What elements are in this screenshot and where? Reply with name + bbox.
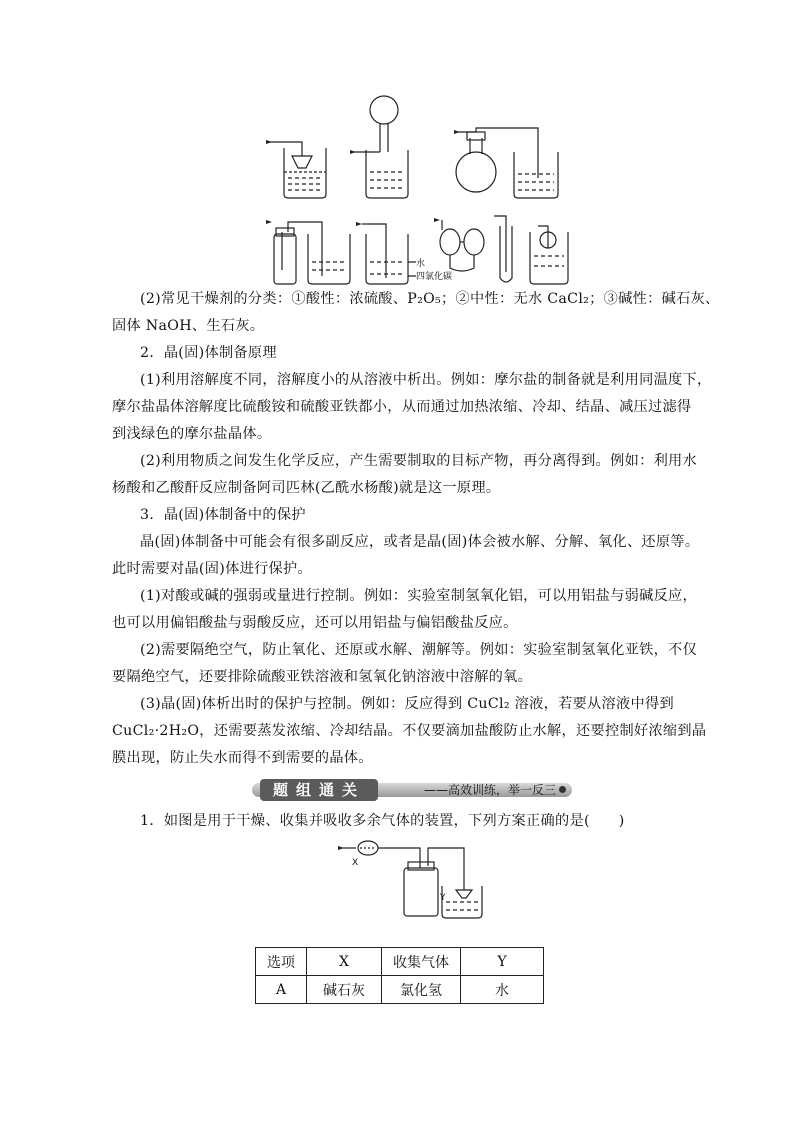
table-header-row [256, 948, 544, 976]
gas-absorption-apparatus-figure-top [262, 92, 562, 202]
table-cell: 水 [461, 976, 544, 1004]
section-2-p2-line1: (2)利用物质之间发生化学反应，产生需要制取的目标产物，再分离得到。例如：利用水 [140, 453, 698, 469]
section-3-p3-line3: 膜出现，防止失水而得不到需要的晶体。 [112, 750, 373, 766]
figure-label-water: 水 [416, 259, 426, 269]
question-apparatus-figure [338, 836, 488, 922]
table-row [256, 976, 544, 1004]
table-cell: 氯化氢 [382, 976, 461, 1004]
section-2-p1-line3: 到浅绿色的摩尔盐晶体。 [112, 426, 272, 442]
section-3-p3-line1: (3)晶(固)体析出时的保护与控制。例如：反应得到 CuCl₂ 溶液，若要从溶液中得到 [140, 696, 674, 712]
banner-title: 题组通关 [260, 779, 378, 801]
banner-dot [559, 786, 566, 793]
table-cell: A [256, 976, 307, 1004]
figure-label-y: Y [440, 893, 446, 903]
section-3-p1-line1: (1)对酸或碱的强弱或量进行控制。例如：实验室制氢氧化铝，可以用铝盐与弱碱反应， [140, 588, 698, 604]
figure-label-ccl4: 四氯化碳 [416, 272, 453, 282]
question-1 [112, 808, 682, 835]
section-3-heading: 3．晶(固)体制备中的保护 [140, 507, 306, 523]
section-3-p0-line1: 晶(固)体制备中可能会有很多副反应，或者是晶(固)体会被水解、分解、氧化、还原等。 [140, 534, 700, 550]
options-table [255, 947, 544, 1004]
table-header-cell: 收集气体 [382, 948, 461, 976]
banner-subtitle: ——高效训练，举一反三 [423, 783, 556, 797]
section-2-heading: 2．晶(固)体制备原理 [140, 345, 277, 361]
figure-label-x: X [352, 858, 359, 868]
section-3-p3-line2: CuCl₂·2H₂O，还需要蒸发浓缩、冷却结晶。不仅要滴加盐酸防止水解，还要控制好浓缩到晶 [112, 723, 707, 739]
desiccant-line-1: (2)常见干燥剂的分类：①酸性：浓硫酸、P₂O₅；②中性：无水 CaCl₂；③碱性：碱石灰、 [140, 291, 720, 307]
section-2-p2-line2: 杨酸和乙酸酐反应制备阿司匹林(乙酰水杨酸)就是这一原理。 [112, 480, 501, 496]
table-header-cell: X [307, 948, 382, 976]
section-3-p1-line2: 也可以用偏铝酸盐与弱酸反应，还可以用铝盐与偏铝酸盐反应。 [112, 615, 518, 631]
section-2-p1-line1: (1)利用溶解度不同，溶解度小的从溶液中析出。例如：摩尔盐的制备就是利用同温度下， [140, 372, 712, 388]
question-1-stem: 1．如图是用于干燥、收集并吸收多余气体的装置，下列方案正确的是( ) [140, 813, 625, 829]
section-3-p0-line2: 此时需要对晶(固)体进行保护。 [112, 561, 313, 577]
section-3 [112, 502, 707, 772]
desiccant-paragraph [112, 286, 720, 340]
section-3-p2-line2: 要隔绝空气，还要排除硫酸亚铁溶液和氢氧化钠溶液中溶解的氧。 [112, 669, 533, 685]
table-header-cell: Y [461, 948, 544, 976]
practice-banner [252, 779, 572, 801]
section-2 [112, 340, 712, 502]
section-3-p2-line1: (2)需要隔绝空气，防止氧化、还原或水解、潮解等。例如：实验室制氢氧化亚铁，不仅 [140, 642, 698, 658]
table-cell: 碱石灰 [307, 976, 382, 1004]
section-2-p1-line2: 摩尔盐晶体溶解度比硫酸铵和硫酸亚铁都小，从而通过加热浓缩、冷却、结晶、减压过滤得 [112, 399, 692, 415]
desiccant-line-2: 固体 NaOH、生石灰。 [112, 318, 265, 334]
table-header-cell: 选项 [256, 948, 307, 976]
